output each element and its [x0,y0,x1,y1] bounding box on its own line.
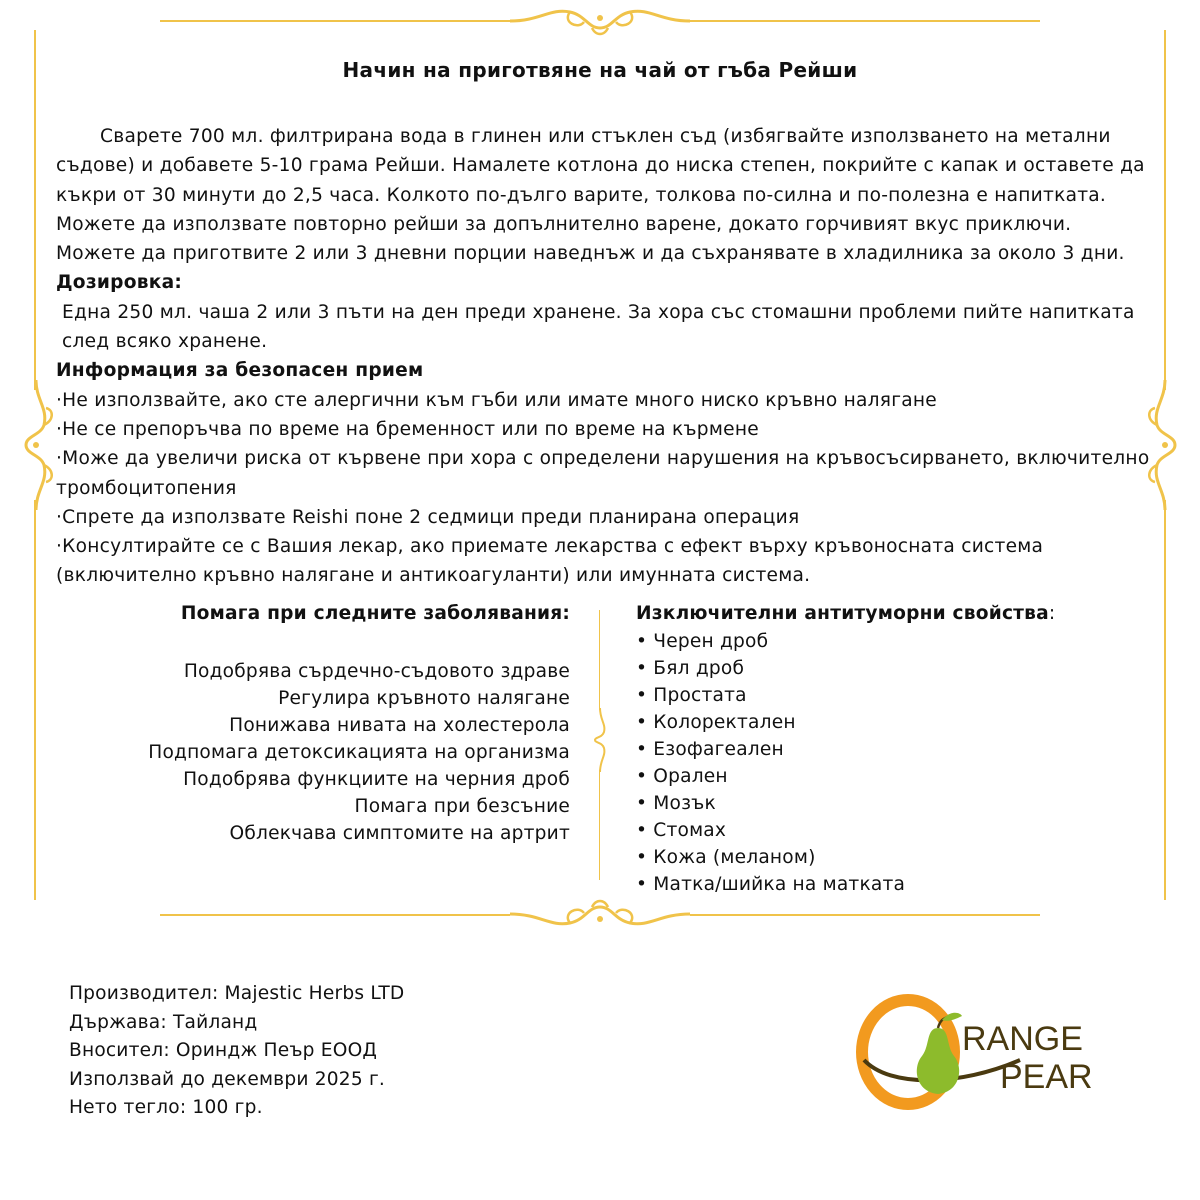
net-weight-text: Нето тегло: 100 гр. [69,1097,263,1118]
antitumor-item: • Стомах [636,820,727,841]
divider-ornament-icon [590,708,610,772]
frame-right-bottom-line [1164,500,1166,900]
benefit-item: Подпомага детоксикацията на организма [148,742,570,763]
antitumor-item: • Езофагеален [636,739,784,760]
frame-right-top-line [1164,30,1166,390]
top-ornament-icon [500,4,700,40]
benefit-item: Помага при безсъние [354,796,570,817]
antitumor-heading-text: Изключителни антитуморни свойства [636,603,1049,624]
orange-pear-logo [850,990,1110,1120]
benefits-column [60,600,570,847]
left-ornament-icon [14,380,58,510]
frame-bottom-left-line [160,914,510,916]
antitumor-item: • Черен дроб [636,631,769,652]
antitumor-column [636,600,1156,898]
safety-item: ·Консултирайте се с Вашия лекар, ако приемате лекарства с ефект върху кръвоносната система (включително кръвно налягане и антикоагуланти) или имунната система. [56,536,1044,587]
column-divider-top [599,610,600,710]
safety-item: ·Не използвайте, ако сте алергични към гъби или имате много ниско кръвно налягане [56,389,937,411]
instructions-section [56,122,1156,591]
frame-left-bottom-line [34,500,36,900]
importer-text: Вносител: Ориндж Пеър ЕООД [69,1040,378,1061]
bottom-ornament-icon [500,897,700,933]
antitumor-item: • Кожа (меланом) [636,847,816,868]
antitumor-item: • Простата [636,685,747,706]
dosage-heading: Дозировка: [56,272,183,294]
safety-heading: Информация за безопасен прием [56,360,424,382]
best-before-text: Използвай до декември 2025 г. [69,1068,386,1090]
frame-top-right-line [690,20,1040,22]
benefit-item: Понижава нивата на холестерола [229,715,570,736]
preparation-paragraph: Сварете 700 мл. филтрирана вода в глинен или стъклен съд (избягвайте използването на метални съдове) и добавете 5-10 грама Рейши. Намалете котлона до ниска степен, покрийте с капак и оставете да къкри от 30 минути до 2,5 часа. Колкото по-дълго варите, толкова по-силна и по-полезна е напитката. Можете да използвате повторно рейши за допълнително варене, докато горчивият вкус приключи. Можете да приготвите 2 или 3 дневни порции наведнъж и да съхранявате в хладилника за около 3 дни. [56,126,1145,265]
safety-item: ·Не се препоръчва по време на бременност или по време на кърмене [56,418,759,440]
antitumor-item: • Матка/шийка на матката [636,874,906,895]
manufacturer-text: Производител: Majestic Herbs LTD [69,983,405,1004]
safety-item: ·Спрете да използвате Reishi поне 2 седмици преди планирана операция [56,506,800,528]
dosage-text: Една 250 мл. чаша 2 или 3 пъти на ден преди хранене. За хора със стомашни проблеми пийте напитката след всяко хранене. [62,301,1135,353]
frame-left-top-line [34,30,36,390]
benefit-item: Подобрява сърдечно-съдовото здраве [183,661,570,682]
frame-bottom-right-line [690,914,1040,916]
benefit-item: Облекчава симптомите на артрит [229,823,570,844]
column-divider-bottom [599,770,600,880]
logo-word-range: RANGE [962,1020,1083,1058]
country-text: Държава: Тайланд [69,1011,258,1033]
antitumor-item: • Бял дроб [636,658,745,679]
antitumor-heading-colon: : [1048,603,1056,624]
benefit-item: Регулира кръвното налягане [278,688,570,709]
benefits-heading: Помага при следните заболявания: [180,603,570,624]
safety-item: ·Може да увеличи риска от кървене при хора с определени нарушения на кръвосъсирването, включително тромбоцитопения [56,448,1150,499]
product-info [69,980,404,1123]
logo-word-pear: PEAR [1000,1058,1093,1096]
antitumor-heading [636,600,1156,628]
antitumor-item: • Мозък [636,793,716,814]
antitumor-item: • Орален [636,766,728,787]
frame-top-left-line [160,20,510,22]
antitumor-item: • Колоректален [636,712,796,733]
page-title: Начин на приготвяне на чай от гъба Рейши [342,58,858,82]
benefit-item: Подобрява функциите на черния дроб [183,769,570,790]
